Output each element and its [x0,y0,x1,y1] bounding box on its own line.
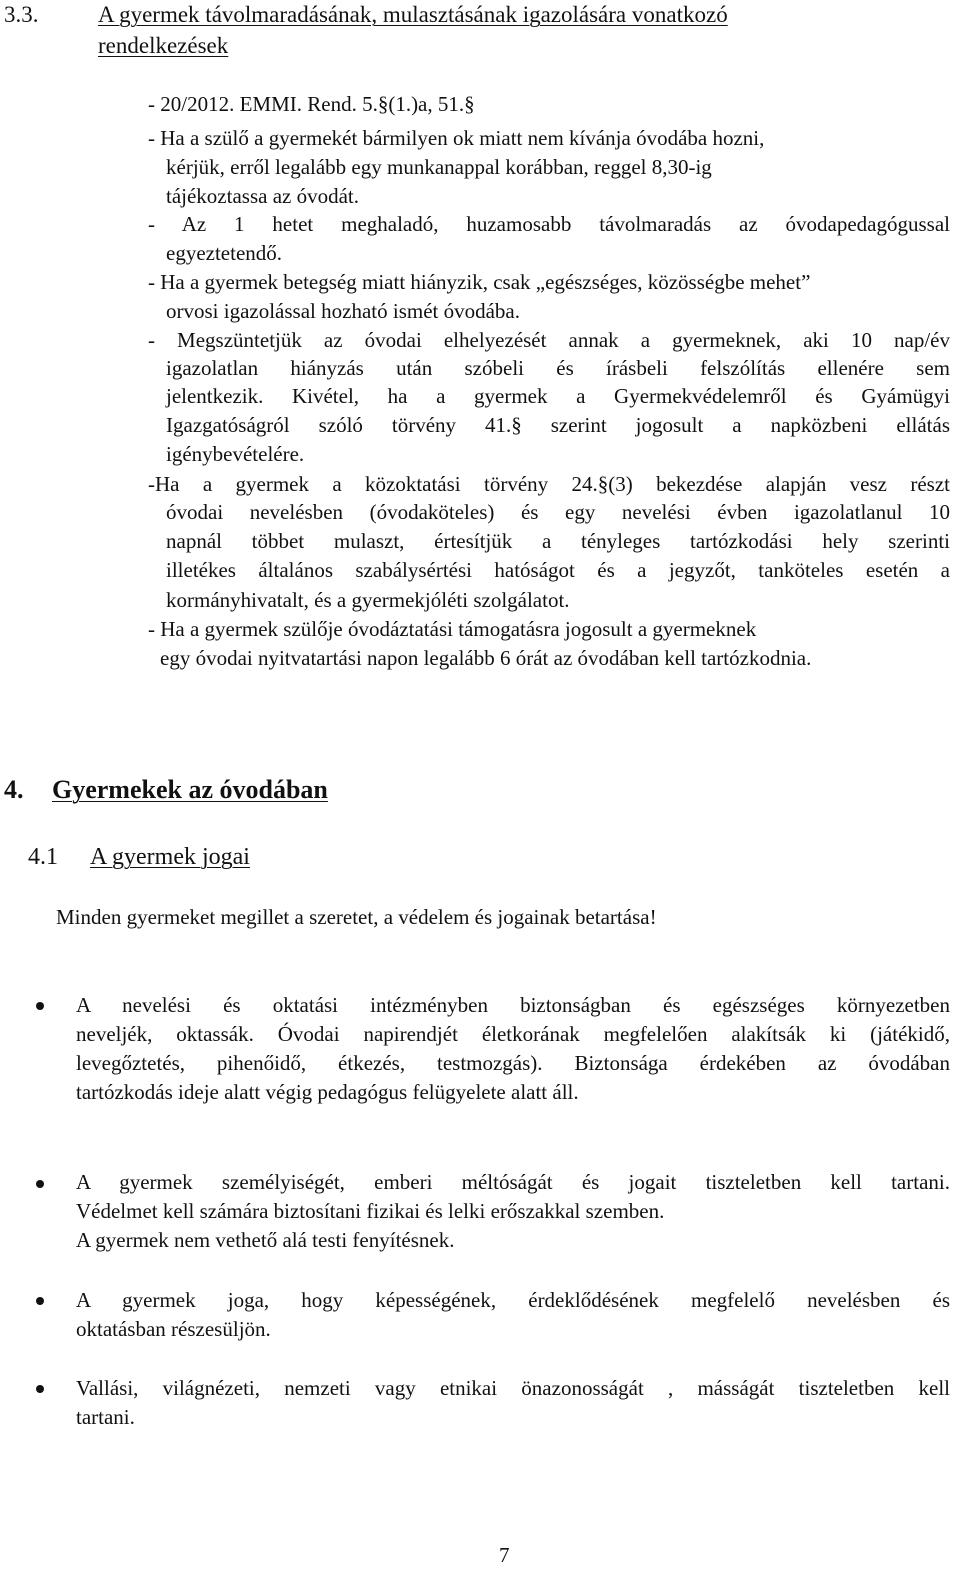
paragraph-line: - Ha a gyermek betegség miatt hiányzik, csak „egészséges, közösségbe mehet” [148,270,811,294]
page-number: 7 [499,1543,510,1567]
bullet-line: tartózkodás ideje alatt végig pedagógus felügyelete alatt áll. [76,1080,579,1104]
bullet-line: Védelmet kell számára biztosítani fizikai és lelki erőszakkal szemben. [76,1199,665,1223]
paragraph-line: igazolatlan hiányzás után szóbeli és írásbeli felszólítás ellenére sem [166,356,950,380]
bullet-line: A gyermek személyiségét, emberi méltóságát és jogait tiszteletben kell tartani. [76,1170,950,1194]
bullet-line: neveljék, oktassák. Óvodai napirendjét életkorának megfelelően alakítsák ki (játékidő, [76,1022,950,1046]
paragraph-line: óvodai nevelésben (óvodaköteles) és egy nevelési évben igazolatlanul 10 [166,500,950,524]
section-title: A gyermek távolmaradásának, mulasztásának igazolására vonatkozó [98,2,728,27]
bullet-line: A gyermek joga, hogy képességének, érdeklődésének megfelelő nevelésben és [76,1288,950,1312]
paragraph-line: - Ha a szülő a gyermekét bármilyen ok miatt nem kívánja óvodába hozni, [148,126,765,150]
intro-sentence: Minden gyermeket megillet a szeretet, a védelem és jogainak betartása! [56,905,657,929]
paragraph-line: Igazgatóságról szóló törvény 41.§ szerint jogosult a napközbeni ellátás [166,413,950,437]
paragraph-line: egyeztetendő. [166,241,283,265]
paragraph-line: napnál többet mulaszt, értesítjük a tényleges tartózkodási hely szerinti [166,529,950,553]
paragraph-line: jelentkezik. Kivétel, ha a gyermek a Gyermekvédelemről és Gyámügyi [166,384,950,408]
paragraph-line: kérjük, erről legalább egy munkanappal korábban, reggel 8,30-ig [166,155,712,179]
paragraph-line: orvosi igazolással hozható ismét óvodába. [166,299,520,323]
paragraph-line: illetékes általános szabálysértési hatóságot és a jegyzőt, tanköteles esetén a [166,558,950,582]
bullet-dot-icon [36,1385,44,1393]
bullet-dot-icon [36,1180,44,1188]
paragraph-line: egy óvodai nyitvatartási napon legalább 6 órát az óvodában kell tartózkodnia. [160,646,812,670]
regulation-reference: - 20/2012. EMMI. Rend. 5.§(1.)a, 51.§ [148,92,475,116]
paragraph-line: - Megszüntetjük az óvodai elhelyezését annak a gyermeknek, aki 10 nap/év [148,328,950,352]
bullet-line: Vallási, világnézeti, nemzeti vagy etnikai önazonosságát , másságát tiszteletben kell [76,1376,950,1400]
bullet-dot-icon [36,1297,44,1305]
paragraph-line: tájékoztassa az óvodát. [166,184,359,208]
subsection-number: 4.1 [28,844,58,870]
bullet-line: A gyermek nem vethető alá testi fenyítésnek. [76,1228,455,1252]
paragraph-line: - Ha a gyermek szülője óvodáztatási támogatásra jogosult a gyermeknek [148,617,757,641]
subsection-title: A gyermek jogai [90,844,250,870]
paragraph-line: - Az 1 hetet meghaladó, huzamosabb távolmaradás az óvodapedagógussal [148,212,950,236]
section-title-continued: rendelkezések [98,33,229,58]
bullet-dot-icon [36,1002,44,1010]
paragraph-line: -Ha a gyermek a közoktatási törvény 24.§(3) bekezdése alapján vesz részt [148,472,950,496]
chapter-title: Gyermekek az óvodában [52,775,328,804]
chapter-number: 4. [4,775,24,804]
bullet-line: A nevelési és oktatási intézményben biztonságban és egészséges környezetben [76,993,950,1017]
section-number: 3.3. [4,2,39,27]
bullet-line: oktatásban részesüljön. [76,1317,271,1341]
paragraph-line: kormányhivatalt, és a gyermekjóléti szolgálatot. [166,588,570,612]
bullet-line: levegőztetés, pihenőidő, étkezés, testmozgás). Biztonsága érdekében az óvodában [76,1051,950,1075]
bullet-line: tartani. [76,1405,135,1429]
paragraph-line: igénybevételére. [166,442,305,466]
